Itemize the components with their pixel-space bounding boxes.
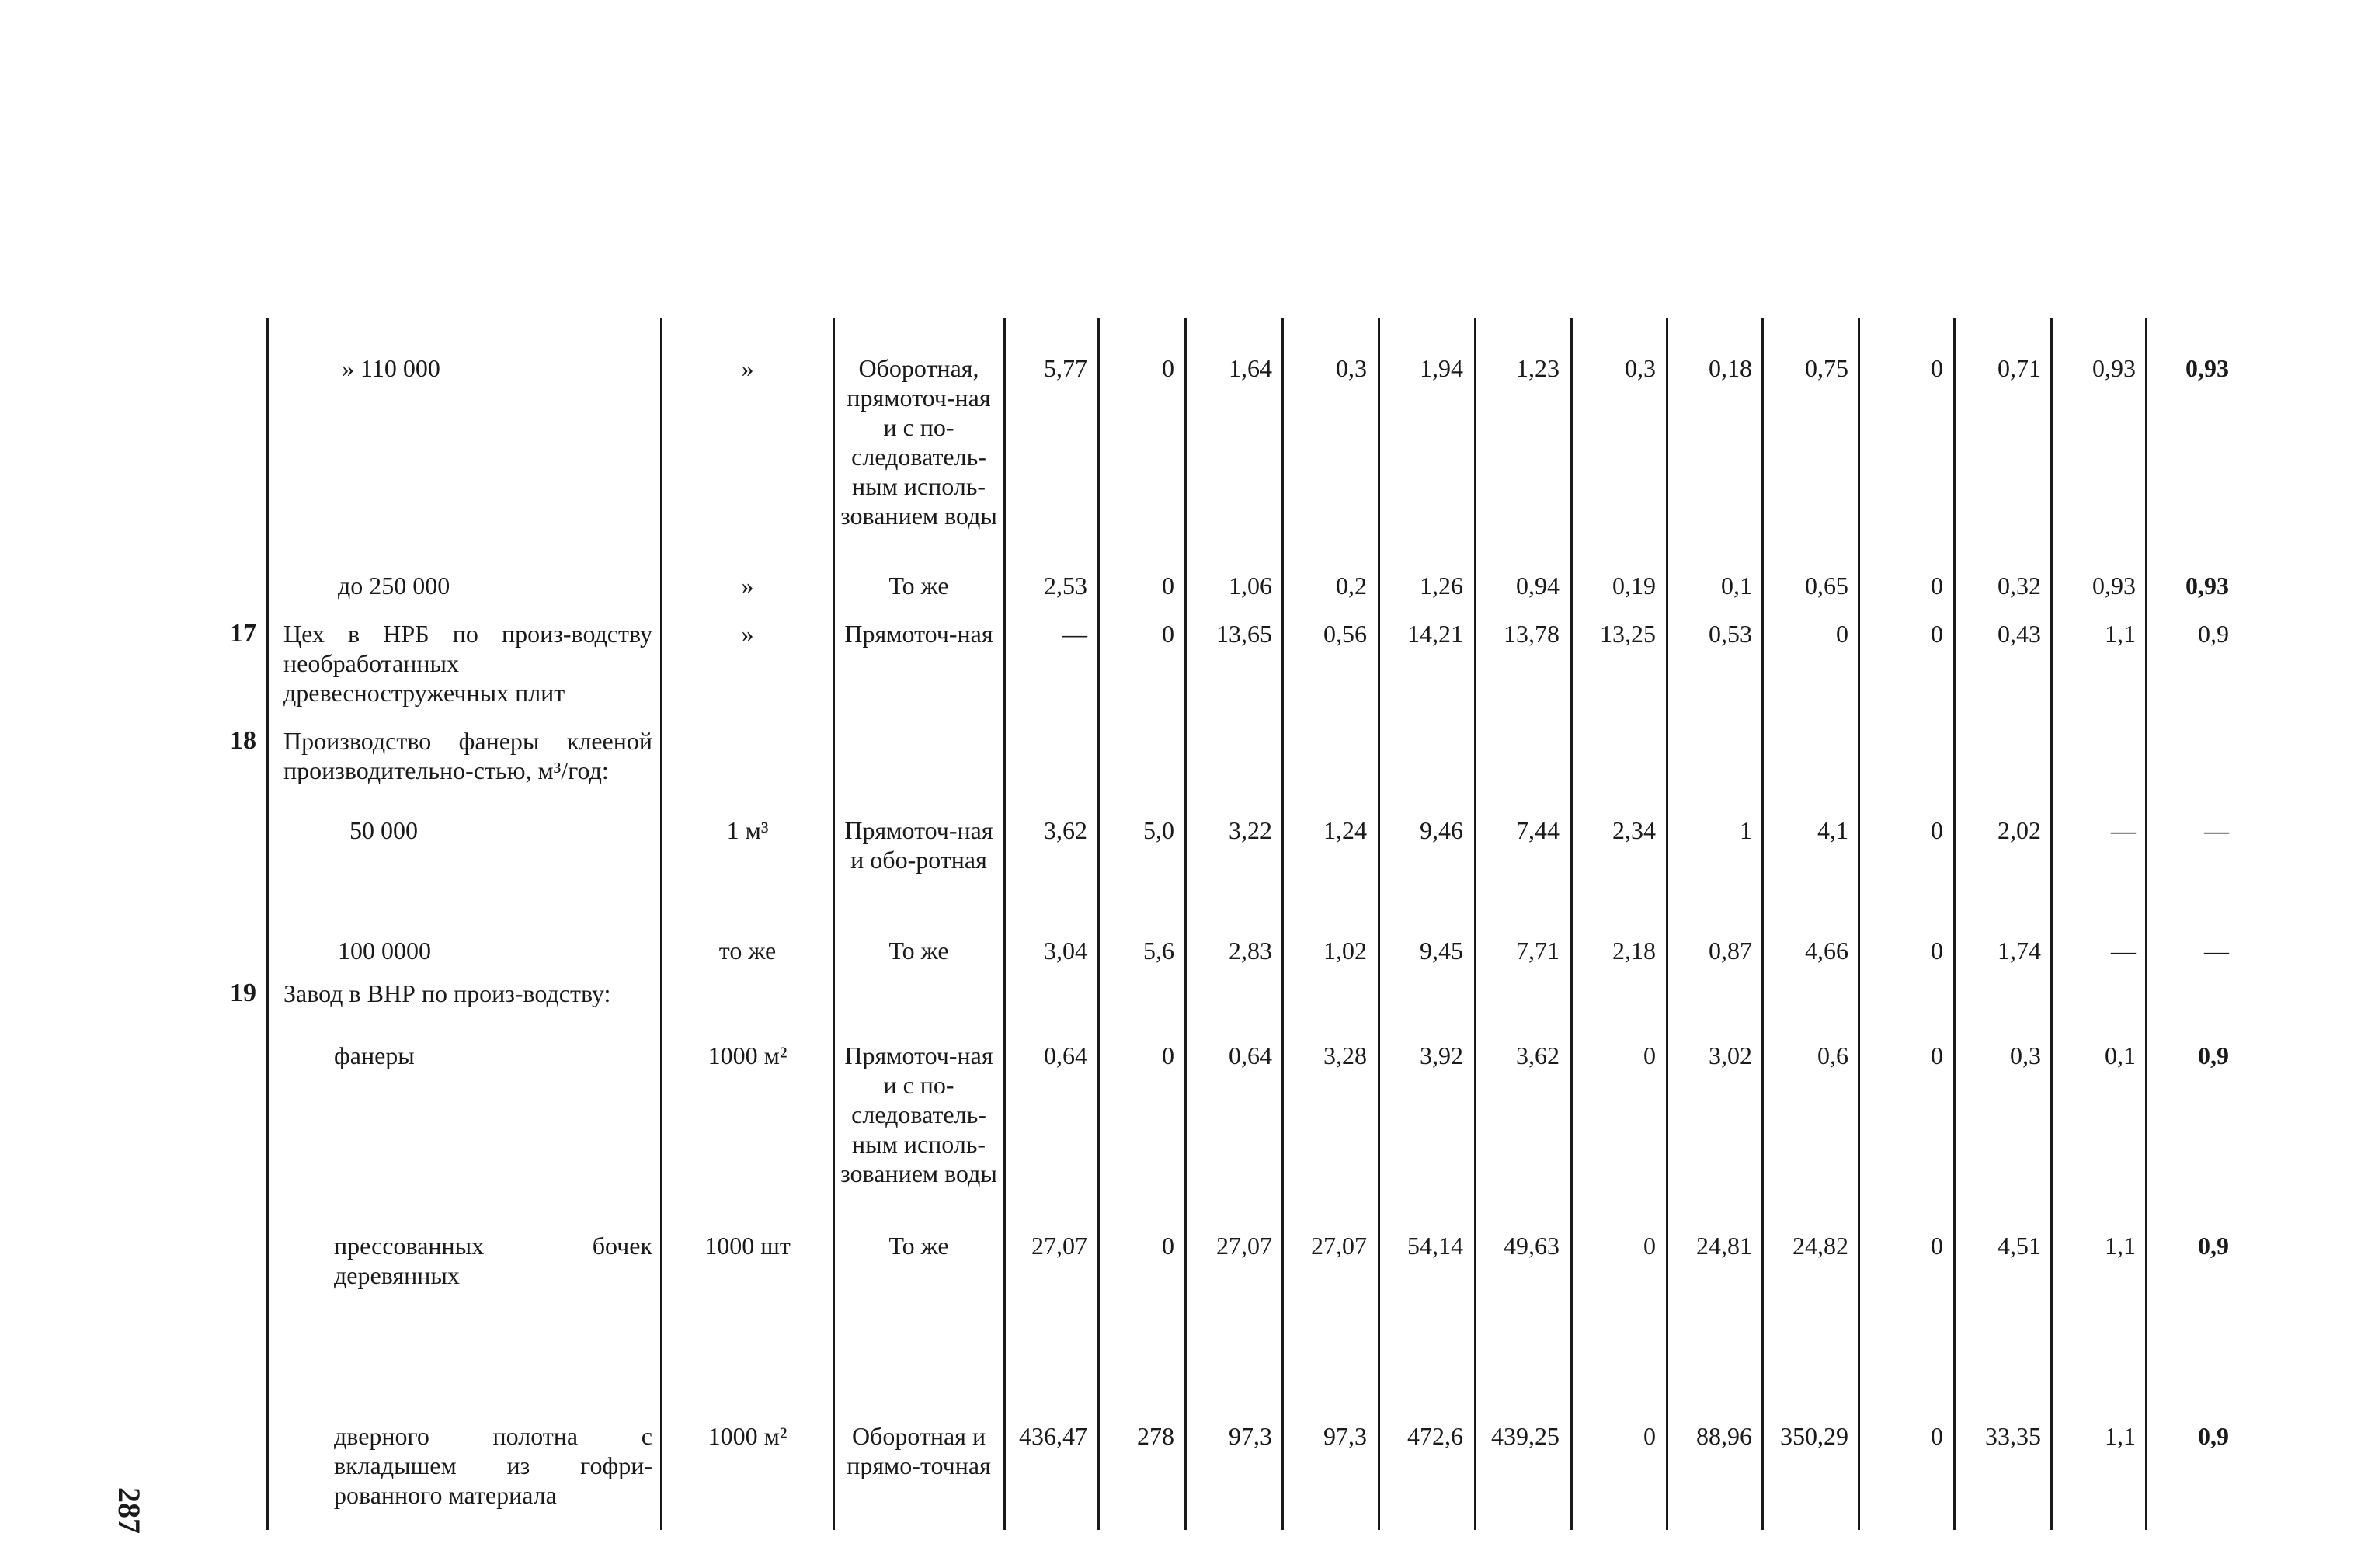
value-cell: 1,26 [1420, 572, 1463, 600]
value-cell: 9,46 [1420, 816, 1463, 844]
value-cell: 0,9 [2198, 1232, 2229, 1260]
value-cell: 3,04 [1044, 937, 1087, 965]
row-description: дверного полотна с вкладышем из гофри-рованного материала [334, 1422, 652, 1509]
unit-cell: » [741, 620, 754, 648]
value-cell: 0,9 [2198, 1041, 2229, 1069]
value-cell: 13,25 [1600, 620, 1656, 648]
value-cell: 4,66 [1805, 937, 1848, 965]
value-cell: — [2204, 937, 2229, 965]
unit-cell: 1 м³ [726, 816, 769, 844]
column-divider [2145, 318, 2147, 1530]
unit-cell: » [741, 572, 754, 600]
value-cell: 2,18 [1612, 937, 1656, 965]
value-cell: 0,53 [1709, 620, 1752, 648]
row-description: » 110 000 [342, 354, 440, 382]
value-cell: 0 [1931, 937, 1943, 965]
value-cell: 278 [1137, 1422, 1174, 1450]
value-cell: 24,82 [1792, 1232, 1848, 1260]
value-cell: 0,1 [1721, 572, 1752, 600]
column-divider [1953, 318, 1956, 1530]
value-cell: 9,45 [1420, 937, 1463, 965]
value-cell: 1,1 [2105, 1232, 2136, 1260]
value-cell: 88,96 [1696, 1422, 1752, 1450]
value-cell: 2,83 [1229, 937, 1272, 965]
value-cell: 97,3 [1229, 1422, 1272, 1450]
value-cell: 0,94 [1516, 572, 1560, 600]
column-divider [660, 318, 662, 1530]
value-cell: 0,3 [2010, 1041, 2041, 1069]
column-divider [266, 318, 269, 1530]
unit-cell: то же [718, 937, 777, 965]
value-cell: 0 [1931, 620, 1943, 648]
value-cell: 0,3 [1336, 354, 1367, 382]
water-supply-cell: Прямоточ-ная и с по-следователь-ным исполь-зованием воды [840, 1041, 997, 1187]
value-cell: 0,93 [2185, 572, 2229, 600]
value-cell: 0,2 [1336, 572, 1367, 600]
value-cell: 5,77 [1044, 354, 1087, 382]
row-description: прессованных бочек деревянных [334, 1232, 652, 1289]
value-cell: 49,63 [1504, 1232, 1560, 1260]
value-cell: 14,21 [1407, 620, 1463, 648]
value-cell: 0 [1162, 620, 1174, 648]
unit-cell: 1000 м² [708, 1041, 788, 1069]
value-cell: 0,9 [2198, 620, 2229, 648]
value-cell: 0 [1643, 1232, 1656, 1260]
value-cell: 1,1 [2105, 1422, 2136, 1450]
column-divider [1378, 318, 1380, 1530]
value-cell: 1,94 [1420, 354, 1463, 382]
value-cell: 2,34 [1612, 816, 1656, 844]
value-cell: 3,62 [1516, 1041, 1560, 1069]
value-cell: 7,44 [1516, 816, 1560, 844]
value-cell: 1 [1740, 816, 1752, 844]
value-cell: — [1062, 620, 1087, 648]
value-cell: 0,65 [1805, 572, 1848, 600]
value-cell: — [2204, 816, 2229, 844]
value-cell: 0 [1931, 816, 1943, 844]
column-divider [1858, 318, 1860, 1530]
value-cell: 439,25 [1491, 1422, 1560, 1450]
column-divider [1666, 318, 1668, 1530]
value-cell: 0 [1931, 1422, 1943, 1450]
row-description: до 250 000 [338, 572, 450, 600]
value-cell: 0 [1643, 1422, 1656, 1450]
value-cell: 0,64 [1229, 1041, 1272, 1069]
value-cell: 0,93 [2092, 572, 2136, 600]
value-cell: 1,74 [1998, 937, 2041, 965]
water-supply-cell: Оборотная, прямоточ-ная и с по-следователь-ным исполь-зованием воды [840, 354, 997, 530]
value-cell: 1,02 [1323, 937, 1367, 965]
unit-cell: » [741, 354, 754, 382]
value-cell: 1,24 [1323, 816, 1367, 844]
row-number: 19 [230, 979, 256, 1007]
value-cell: 0,6 [1817, 1041, 1848, 1069]
value-cell: 27,07 [1031, 1232, 1087, 1260]
value-cell: 1,23 [1516, 354, 1560, 382]
value-cell: 0 [1162, 1041, 1174, 1069]
row-number: 17 [230, 619, 256, 648]
value-cell: 13,65 [1216, 620, 1272, 648]
value-cell: 0,93 [2185, 354, 2229, 382]
value-cell: 5,0 [1143, 816, 1174, 844]
column-divider [1184, 318, 1187, 1530]
value-cell: 0,56 [1323, 620, 1367, 648]
value-cell: 4,1 [1817, 816, 1848, 844]
value-cell: — [2111, 937, 2136, 965]
value-cell: 0 [1931, 1041, 1943, 1069]
column-divider [1281, 318, 1284, 1530]
column-divider [833, 318, 835, 1530]
column-divider [1003, 318, 1006, 1530]
value-cell: 0,75 [1805, 354, 1848, 382]
unit-cell: 1000 м² [708, 1422, 788, 1450]
value-cell: 3,22 [1229, 816, 1272, 844]
value-cell: 24,81 [1696, 1232, 1752, 1260]
value-cell: 0 [1931, 1232, 1943, 1260]
value-cell: 27,07 [1311, 1232, 1367, 1260]
water-supply-cell: Прямоточ-ная [844, 620, 993, 648]
water-supply-cell: То же [888, 1232, 949, 1260]
water-supply-cell: То же [888, 937, 949, 965]
value-cell: 0,43 [1998, 620, 2041, 648]
value-cell: 436,47 [1019, 1422, 1087, 1450]
value-cell: 13,78 [1504, 620, 1560, 648]
value-cell: — [2111, 816, 2136, 844]
row-number: 18 [230, 726, 256, 755]
value-cell: 0,32 [1998, 572, 2041, 600]
value-cell: 0,64 [1044, 1041, 1087, 1069]
value-cell: 0,19 [1612, 572, 1656, 600]
value-cell: 3,92 [1420, 1041, 1463, 1069]
value-cell: 0,1 [2105, 1041, 2136, 1069]
row-description: Завод в ВНР по произ-водству: [283, 979, 611, 1007]
value-cell: 1,64 [1229, 354, 1272, 382]
value-cell: 0 [1931, 572, 1943, 600]
value-cell: 3,62 [1044, 816, 1087, 844]
value-cell: 0,87 [1709, 937, 1752, 965]
value-cell: 27,07 [1216, 1232, 1272, 1260]
value-cell: 3,28 [1323, 1041, 1367, 1069]
value-cell: 54,14 [1407, 1232, 1463, 1260]
column-divider [1761, 318, 1764, 1530]
row-description: 50 000 [349, 816, 418, 844]
data-table [230, 318, 2229, 1530]
row-description: Производство фанеры клееной производительно-стью, м³/год: [283, 727, 652, 784]
value-cell: 3,02 [1709, 1041, 1752, 1069]
column-divider [2050, 318, 2053, 1530]
value-cell: 0 [1162, 1232, 1174, 1260]
value-cell: 4,51 [1998, 1232, 2041, 1260]
value-cell: 0,3 [1625, 354, 1656, 382]
value-cell: 0 [1836, 620, 1848, 648]
value-cell: 350,29 [1780, 1422, 1848, 1450]
value-cell: 0,9 [2198, 1422, 2229, 1450]
value-cell: 0,71 [1998, 354, 2041, 382]
water-supply-cell: Оборотная и прямо-точная [847, 1422, 991, 1479]
column-divider [1474, 318, 1476, 1530]
value-cell: 1,1 [2105, 620, 2136, 648]
column-divider [1097, 318, 1100, 1530]
value-cell: 0,93 [2092, 354, 2136, 382]
value-cell: 97,3 [1323, 1422, 1367, 1450]
value-cell: 7,71 [1516, 937, 1560, 965]
value-cell: 2,53 [1044, 572, 1087, 600]
page-number: 287 [112, 1487, 147, 1534]
value-cell: 0,18 [1709, 354, 1752, 382]
water-supply-cell: Прямоточ-ная и обо-ротная [844, 816, 993, 874]
value-cell: 472,6 [1407, 1422, 1463, 1450]
value-cell: 0 [1162, 572, 1174, 600]
unit-cell: 1000 шт [704, 1232, 791, 1260]
row-description: 100 0000 [338, 937, 431, 965]
value-cell: 5,6 [1143, 937, 1174, 965]
row-description: фанеры [334, 1041, 415, 1069]
value-cell: 0 [1931, 354, 1943, 382]
value-cell: 2,02 [1998, 816, 2041, 844]
water-supply-cell: То же [888, 572, 949, 600]
value-cell: 33,35 [1985, 1422, 2041, 1450]
value-cell: 1,06 [1229, 572, 1272, 600]
value-cell: 0 [1162, 354, 1174, 382]
row-description: Цех в НРБ по произ-водству необработанных древесностружечных плит [283, 620, 652, 707]
column-divider [1570, 318, 1573, 1530]
value-cell: 0 [1643, 1041, 1656, 1069]
